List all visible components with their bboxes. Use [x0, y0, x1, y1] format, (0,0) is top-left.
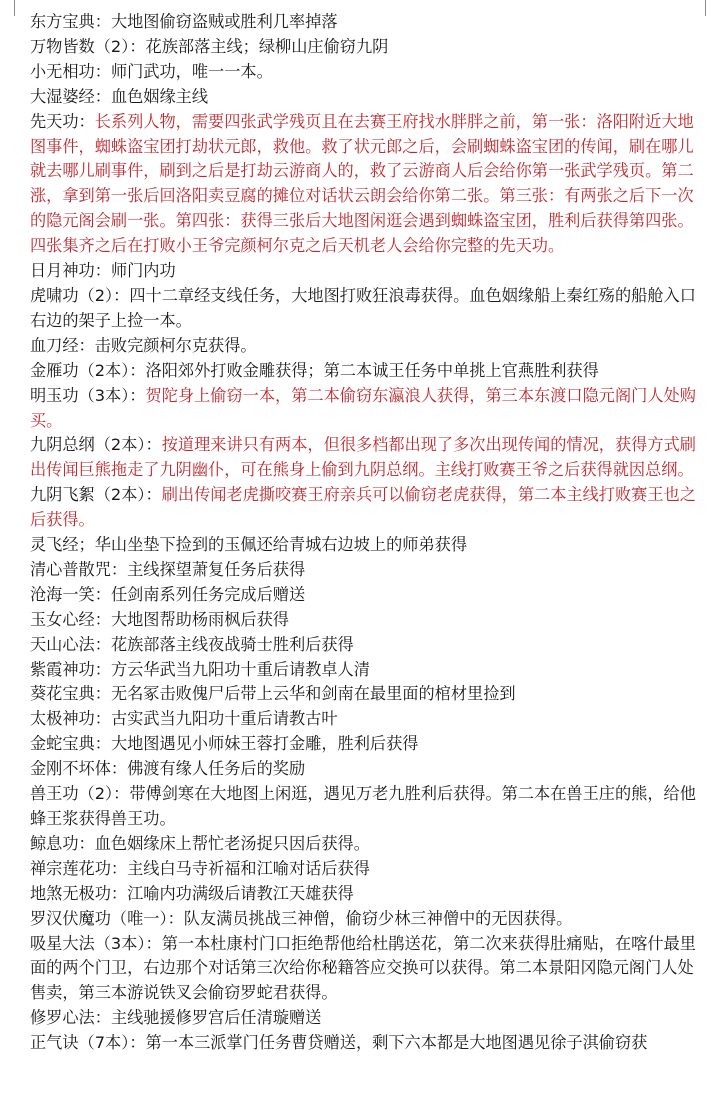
- entry-description: 花族部落主线夜战骑士胜利后获得: [110, 634, 354, 654]
- entry-title: 天山心法：: [30, 634, 111, 654]
- entry-description: 第一本三派掌门任务曹贷赠送，剩下六本都是大地图遇见徐子淇偷窃获: [145, 1033, 648, 1053]
- entry-title: 虎啸功（2）：: [30, 285, 130, 305]
- entry-title: 吸星大法（3本）：: [30, 933, 162, 953]
- entry-description: 贺陀身上偷窃一本，第二本偷窃东瀛浪人获得，第三本东渡口隐元阁门人处购买。: [30, 385, 696, 430]
- entry-title: 太极神功：: [30, 709, 111, 729]
- list-item: [30, 85, 698, 110]
- list-item: [30, 832, 698, 857]
- list-item: [30, 658, 698, 683]
- list-item: [30, 60, 698, 85]
- entry-description: 四十二章经支线任务，大地图打败狂浪毒获得。血色姻缘船上秦红殇的船舱入口右边的架子上捡一本。: [30, 285, 696, 330]
- list-item: [30, 732, 698, 757]
- entry-title: 血刀经：: [30, 335, 95, 355]
- list-item: [30, 1006, 698, 1031]
- entry-description: 按道理来讲只有两本，但很多档都出现了多次出现传闻的情况，获得方式刷出传闻巨熊拖走了九阴幽仆，可在熊身上偷到九阴总纲。主线打败赛王爷之后获得就因总纲。: [30, 435, 696, 480]
- entry-title: 鲸息功：: [30, 833, 95, 853]
- entry-description: 主线白马寺祈福和江喻对话后获得: [127, 858, 370, 878]
- page-corner-mark-left: [14, 0, 15, 16]
- entry-title: 先天功：: [30, 111, 95, 131]
- entry-description: 第一本杜康村门口拒绝帮他给杜鹃送花，第二次来获得肚痛贴，在喀什最里面的两个门卫，右边那个对话第三次给你秘籍答应交换可以获得。第二本景阳冈隐元阁门人处售卖，第三本游说铁叉会偷窃罗蛇君获得。: [30, 933, 696, 1003]
- entry-title: 清心普散咒：: [30, 559, 128, 579]
- entry-description: 佛渡有缘人任务后的奖励: [127, 759, 306, 779]
- entry-description: 洛阳郊外打败金雕获得；第二本诚王任务中单挑上官燕胜利获得: [145, 360, 599, 380]
- entry-description: 花族部落主线；绿柳山庄偷窃九阴: [145, 36, 389, 56]
- entry-description: 大地图偷窃盗贼或胜利几率掉落: [110, 12, 338, 31]
- list-item: [30, 932, 698, 1007]
- entry-title: 玉女心经：: [30, 609, 111, 629]
- entry-title: 九阴飞絮（2本）：: [30, 485, 162, 505]
- entry-description: 击败完颜柯尔克获得。: [94, 335, 257, 355]
- list-item: [30, 608, 698, 633]
- entry-description: 血色姻缘床上帮忙老汤捉只因后获得。: [94, 833, 370, 853]
- list-item: [30, 782, 698, 832]
- entry-description: 任剑南系列任务完成后赠送: [110, 584, 306, 604]
- list-item: [30, 757, 698, 782]
- entry-description: 古实武当九阳功十重后请教古叶: [110, 709, 338, 729]
- entry-description: 方云华武当九阳功十重后请教卓人清: [110, 659, 370, 679]
- entry-description: 江喻内功满级后请教江天雄获得: [127, 883, 354, 903]
- list-item: [30, 1031, 698, 1056]
- entry-description: 血色姻缘主线: [110, 86, 209, 106]
- entry-title: 金雁功（2本）：: [30, 360, 146, 380]
- list-item: [30, 284, 698, 334]
- list-item: [30, 259, 698, 284]
- entry-title: 小无相功：: [30, 61, 111, 81]
- entry-description: 主线探望萧复任务后获得: [127, 559, 306, 579]
- entry-title: 沧海一笑：: [30, 584, 111, 604]
- entry-title: 金蛇宝典：: [30, 734, 111, 754]
- entry-title: 九阴总纲（2本）：: [30, 435, 162, 455]
- entry-title: 大湿婆经：: [30, 86, 111, 106]
- entry-title: 东方宝典：: [30, 12, 111, 31]
- list-item: [30, 633, 698, 658]
- list-item: [30, 384, 698, 434]
- entry-title: 灵飞经；: [30, 535, 95, 555]
- entry-title: 禅宗莲花功：: [30, 858, 128, 878]
- list-item: [30, 558, 698, 583]
- entry-description: 华山坐垫下捡到的玉佩还给青城右边坡上的师弟获得: [94, 535, 468, 555]
- list-item: [30, 35, 698, 60]
- list-item: [30, 583, 698, 608]
- entry-title: 正气诀（7本）：: [30, 1033, 146, 1053]
- entry-description: 带傅剑寒在大地图上闲逛，遇见万老九胜利后获得。第二本在兽王庄的熊，给他蜂王浆获得兽王功。: [30, 784, 696, 828]
- entry-title: 兽王功（2）：: [30, 784, 130, 804]
- entry-title: 修罗心法：: [30, 1008, 111, 1028]
- entry-title: 日月神功：: [30, 261, 111, 281]
- list-item: [30, 707, 698, 732]
- entry-title: 明玉功（3本）：: [30, 385, 146, 405]
- entry-title: 金刚不坏体：: [30, 759, 128, 779]
- entry-description: 大地图帮助杨雨枫后获得: [110, 609, 289, 629]
- list-item: [30, 359, 698, 384]
- entry-title: 紫霞神功：: [30, 659, 111, 679]
- entry-description: 大地图遇见小师妹王蓉打金雕，胜利后获得: [110, 734, 419, 754]
- list-item: [30, 334, 698, 359]
- entry-description: 刷出传闻老虎撕咬赛王府亲兵可以偷窃老虎获得，第二本主线打败赛王也之后获得。: [30, 485, 696, 530]
- list-item: [30, 882, 698, 907]
- list-item: [30, 483, 698, 533]
- page-corner-mark-right: [705, 0, 706, 16]
- entry-description: 队友满员挑战三神僧，偷窃少林三神僧中的无因获得。: [183, 908, 573, 928]
- martial-arts-list: [30, 10, 698, 1056]
- entry-title: 万物皆数（2）：: [30, 36, 146, 56]
- entry-description: 主线驰援修罗宫后任清璇赠送: [110, 1008, 322, 1028]
- entry-description: 无名冢击败傀尸后带上云华和剑南在最里面的棺材里捡到: [110, 684, 516, 704]
- list-item: [30, 10, 698, 35]
- list-item: [30, 907, 698, 932]
- list-item: [30, 682, 698, 707]
- entry-description: 长系列人物，需要四张武学残页且在去赛王府找水胖胖之前，第一张：洛阳附近大地图事件，蜘蛛盗宝团打劫状元郎，救他。救了状元郎之后，会刷蜘蛛盗宝团的传闻，刷在哪儿就去哪儿刷事件，刷到之后是打劫云游商人的，救了云游商人后会给你第一张武学残页。第二涨，拿到第一张后回洛阳卖豆腐的摊位对话状云朗会给你第二张。第三张：有两张之后下一次的隐元阁会刷一张。第四张：获得三张后大地图闲逛会遇到蜘蛛盗宝团，胜利后获得第四张。四张集齐之后在打败小王爷完颜柯尔克之后天机老人会给你完整的先天功。: [30, 111, 694, 256]
- entry-description: 师门内功: [110, 261, 176, 281]
- entry-title: 罗汉伏魔功（唯一）：: [30, 908, 184, 928]
- list-item: [30, 433, 698, 483]
- list-item: [30, 533, 698, 558]
- list-item: [30, 110, 698, 259]
- entry-title: 地煞无极功：: [30, 883, 128, 903]
- entry-description: 师门武功，唯一一本。: [110, 61, 273, 81]
- entry-title: 葵花宝典：: [30, 684, 111, 704]
- list-item: [30, 857, 698, 882]
